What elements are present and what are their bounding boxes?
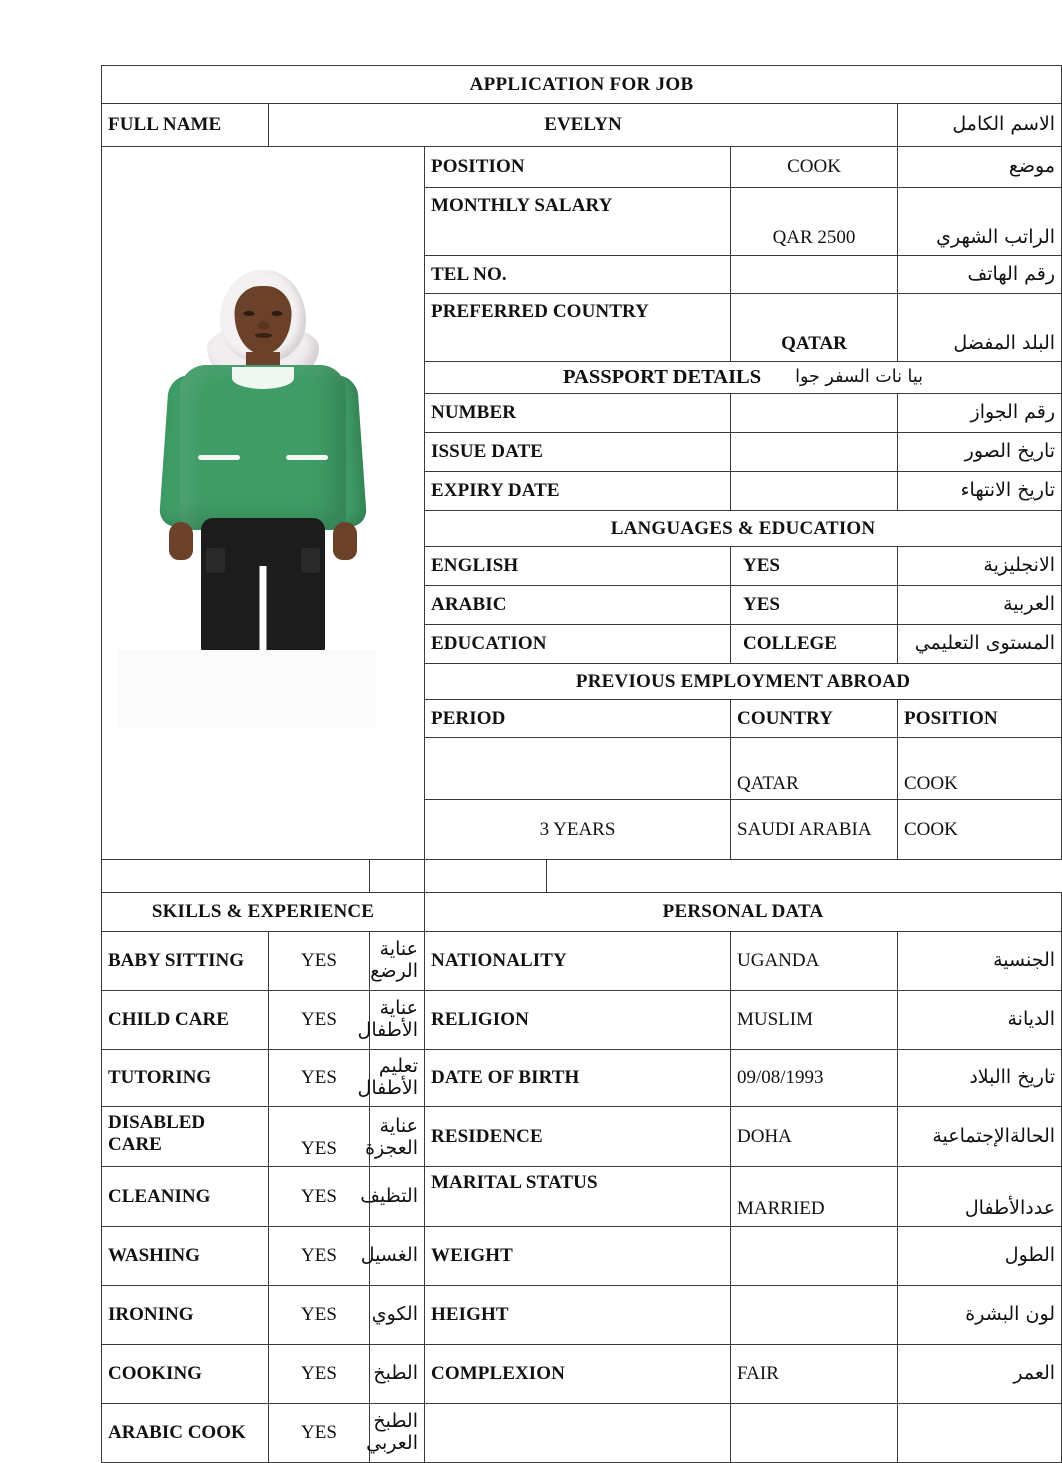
table-row <box>102 1286 1062 1345</box>
skill-value-child-care: YES <box>269 991 370 1050</box>
personal-value-weight <box>731 1227 898 1286</box>
left-cargo-pocket <box>206 548 225 573</box>
right-cargo-pocket <box>301 548 320 573</box>
leg-separation <box>260 566 267 654</box>
personal-label-weight: WEIGHT <box>425 1227 731 1286</box>
education-label-ar: المستوى التعليمي <box>898 625 1062 664</box>
personal-section-title: PERSONAL DATA <box>425 893 1062 932</box>
table-row <box>102 1404 1062 1463</box>
employment-row <box>102 860 1062 893</box>
personal-value-date-of-birth: 09/08/1993 <box>731 1050 898 1107</box>
table-row <box>102 1345 1062 1404</box>
mouth-shape <box>255 333 272 338</box>
personal-label-ar-empty <box>898 1404 1062 1463</box>
passport-issue-date-label-ar: تاريخ الصور <box>898 433 1062 472</box>
skills-section-title: SKILLS & EXPERIENCE <box>102 893 425 932</box>
employment-position-1: COOK <box>898 738 1062 800</box>
english-label: ENGLISH <box>425 547 731 586</box>
languages-section-title: LANGUAGES & EDUCATION <box>425 511 1062 547</box>
employment-country-2: SAUDI ARABIA <box>731 800 898 860</box>
right-hand-shape <box>333 522 357 560</box>
skill-label-ar-cleaning: التظيف <box>370 1167 425 1227</box>
table-row <box>102 1107 1062 1167</box>
left-hand-shape <box>169 522 193 560</box>
arabic-label: ARABIC <box>425 586 731 625</box>
applicant-photo-cell <box>102 147 425 860</box>
personal-label-ar-height: لون البشرة <box>898 1286 1062 1345</box>
photo-backdrop <box>118 650 376 728</box>
person-figure <box>156 270 370 655</box>
monthly-salary-label: MONTHLY SALARY <box>425 188 731 256</box>
skill-label-ar-baby-sitting: عناية الرضع <box>370 932 425 991</box>
nose-shape <box>257 321 269 330</box>
table-row <box>102 1227 1062 1286</box>
personal-label-religion: RELIGION <box>425 991 731 1050</box>
skill-label-arabic-cook: ARABIC COOK <box>102 1404 269 1463</box>
personal-label-date-of-birth: DATE OF BIRTH <box>425 1050 731 1107</box>
title-row <box>102 66 1062 104</box>
passport-number-value <box>731 394 898 433</box>
personal-label-residence: RESIDENCE <box>425 1107 731 1167</box>
left-pocket-trim <box>198 455 240 460</box>
position-label: POSITION <box>425 147 731 188</box>
passport-section-title: PASSPORT DETAILS <box>563 365 762 388</box>
skill-label-disabled-care: DISABLED CARE <box>102 1107 269 1167</box>
skill-label-ar-disabled-care: عناية العجزة <box>370 1107 425 1167</box>
full-name-label-ar: الاسم الكامل <box>898 104 1062 147</box>
full-name-row <box>102 104 1062 147</box>
skill-label-cleaning: CLEANING <box>102 1167 269 1227</box>
passport-number-label-ar: رقم الجواز <box>898 394 1062 433</box>
preferred-country-label-ar: البلد المفضل <box>898 294 1062 362</box>
skill-value-ironing: YES <box>269 1286 370 1345</box>
employment-country-3 <box>370 860 425 893</box>
skill-value-arabic-cook: YES <box>269 1404 370 1463</box>
position-label-ar: موضع <box>898 147 1062 188</box>
personal-value-nationality: UGANDA <box>731 932 898 991</box>
telephone-label: TEL NO. <box>425 256 731 294</box>
personal-label-nationality: NATIONALITY <box>425 932 731 991</box>
job-application-form <box>101 65 1062 1463</box>
passport-section-header <box>425 362 1062 394</box>
table-row <box>102 932 1062 991</box>
skills-personal-section-row <box>102 893 1062 932</box>
education-value: COLLEGE <box>731 625 898 664</box>
skill-label-ironing: IRONING <box>102 1286 269 1345</box>
passport-section-title-ar: بيا نات السفر جوا <box>795 367 924 388</box>
collar-shape <box>232 367 294 389</box>
personal-label-ar-nationality: الجنسية <box>898 932 1062 991</box>
skill-value-cleaning: YES <box>269 1167 370 1227</box>
passport-expiry-date-label: EXPIRY DATE <box>425 472 731 511</box>
personal-label-ar-residence: الحالةالإجتماعية <box>898 1107 1062 1167</box>
full-name-value: EVELYN <box>269 104 898 147</box>
table-row <box>102 991 1062 1050</box>
english-label-ar: الانجليزية <box>898 547 1062 586</box>
personal-value-marital-status: MARRIED <box>731 1167 898 1227</box>
skill-label-ar-cooking: الطبخ <box>370 1345 425 1404</box>
green-shirt-shape <box>180 365 346 530</box>
personal-label-marital-status: MARITAL STATUS <box>425 1167 731 1227</box>
skill-label-ar-ironing: الكوي <box>370 1286 425 1345</box>
employment-position-2: COOK <box>898 800 1062 860</box>
skill-label-ar-tutoring: تعليم الأطفال <box>370 1050 425 1107</box>
passport-issue-date-value <box>731 433 898 472</box>
employment-period-1 <box>425 738 731 800</box>
skill-value-disabled-care: YES <box>269 1107 370 1167</box>
personal-label-ar-complexion: العمر <box>898 1345 1062 1404</box>
passport-expiry-date-value <box>731 472 898 511</box>
skill-label-baby-sitting: BABY SITTING <box>102 932 269 991</box>
personal-value-residence: DOHA <box>731 1107 898 1167</box>
employment-col-period: PERIOD <box>425 700 731 738</box>
skill-label-child-care: CHILD CARE <box>102 991 269 1050</box>
table-row <box>102 1167 1062 1227</box>
personal-label-ar-date-of-birth: تاريخ االبلاد <box>898 1050 1062 1107</box>
personal-label-height: HEIGHT <box>425 1286 731 1345</box>
arabic-value: YES <box>731 586 898 625</box>
english-value: YES <box>731 547 898 586</box>
passport-issue-date-label: ISSUE DATE <box>425 433 731 472</box>
full-name-label: FULL NAME <box>102 104 269 147</box>
skill-value-tutoring: YES <box>269 1050 370 1107</box>
employment-col-country: COUNTRY <box>731 700 898 738</box>
personal-label-complexion: COMPLEXION <box>425 1345 731 1404</box>
skill-label-cooking: COOKING <box>102 1345 269 1404</box>
personal-label-ar-religion: الديانة <box>898 991 1062 1050</box>
preferred-country-value: QATAR <box>731 294 898 362</box>
telephone-label-ar: رقم الهاتف <box>898 256 1062 294</box>
employment-period-3 <box>102 860 370 893</box>
preferred-country-label: PREFERRED COUNTRY <box>425 294 731 362</box>
employment-period-2: 3 YEARS <box>425 800 731 860</box>
employment-position-3 <box>425 860 547 893</box>
monthly-salary-label-ar: الراتب الشهري <box>898 188 1062 256</box>
right-pocket-trim <box>286 455 328 460</box>
employment-country-1: QATAR <box>731 738 898 800</box>
employment-col-position: POSITION <box>898 700 1062 738</box>
document-title: APPLICATION FOR JOB <box>102 66 1062 104</box>
skill-value-baby-sitting: YES <box>269 932 370 991</box>
applicant-photo <box>108 166 418 840</box>
employment-section-title: PREVIOUS EMPLOYMENT ABROAD <box>425 664 1062 700</box>
table-row <box>102 1050 1062 1107</box>
position-row <box>102 147 1062 188</box>
personal-label-ar-marital-status: عددالأطفال <box>898 1167 1062 1227</box>
personal-value-religion: MUSLIM <box>731 991 898 1050</box>
skill-label-ar-washing: الغسيل <box>370 1227 425 1286</box>
personal-label-ar-weight: الطول <box>898 1227 1062 1286</box>
arabic-label-ar: العربية <box>898 586 1062 625</box>
skill-value-cooking: YES <box>269 1345 370 1404</box>
personal-label-empty <box>425 1404 731 1463</box>
passport-number-label: NUMBER <box>425 394 731 433</box>
skill-label-tutoring: TUTORING <box>102 1050 269 1107</box>
skill-label-ar-child-care: عناية الأطفال <box>370 991 425 1050</box>
skill-label-washing: WASHING <box>102 1227 269 1286</box>
personal-value-complexion: FAIR <box>731 1345 898 1404</box>
skill-value-washing: YES <box>269 1227 370 1286</box>
personal-value-empty <box>731 1404 898 1463</box>
monthly-salary-value: QAR 2500 <box>731 188 898 256</box>
skill-label-ar-arabic-cook: الطبخ العربي <box>370 1404 425 1463</box>
personal-value-height <box>731 1286 898 1345</box>
passport-expiry-date-label-ar: تاريخ الانتهاء <box>898 472 1062 511</box>
position-value: COOK <box>731 147 898 188</box>
education-label: EDUCATION <box>425 625 731 664</box>
telephone-value <box>731 256 898 294</box>
